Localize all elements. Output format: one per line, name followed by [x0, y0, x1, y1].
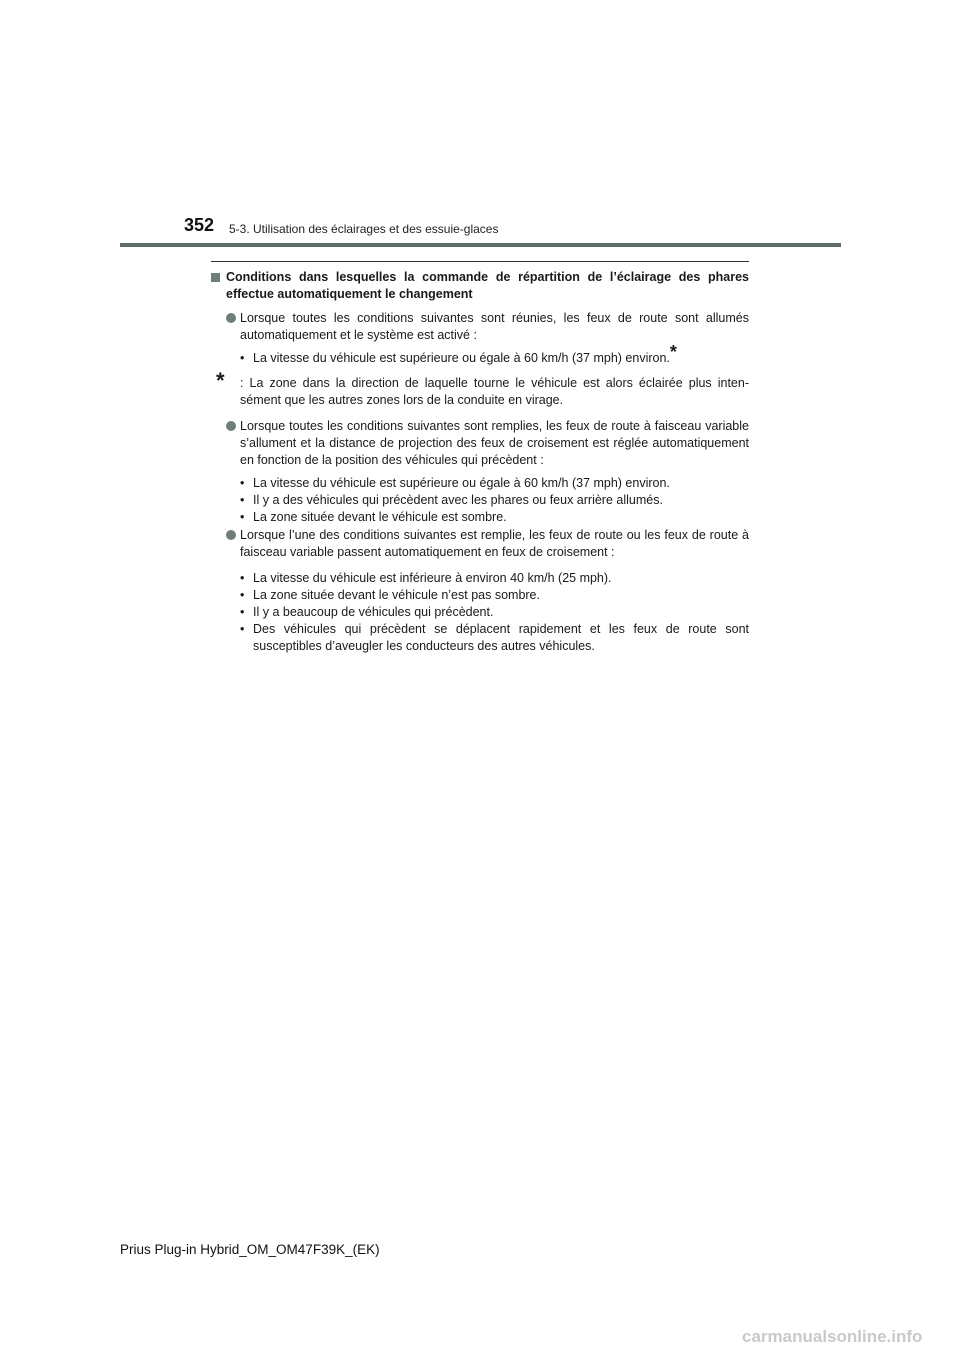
bullet-dot: •	[240, 571, 245, 585]
content-block	[211, 269, 749, 655]
condition-item	[211, 527, 749, 561]
condition-item-text: Lorsque l’une des conditions suivantes est remplie, les feux de route ou les feux de route à faisceau variable passent automatiquement en feux de croisement :	[240, 528, 749, 559]
condition-item-text: Lorsque toutes les conditions suivantes sont réunies, les feux de route sont allumés automatiquement et le système est activé :	[240, 311, 749, 342]
footnote-star-icon: *	[216, 368, 225, 393]
bullet-dot: •	[240, 588, 245, 602]
circle-bullet-icon	[226, 530, 236, 540]
bullet-dot: •	[240, 476, 245, 490]
list-item	[211, 492, 749, 509]
list-item	[211, 604, 749, 621]
list-item-text: La vitesse du véhicule est supérieure ou égale à 60 km/h (37 mph) environ.	[253, 351, 670, 365]
block-heading	[211, 269, 749, 303]
list-item	[211, 621, 749, 655]
header-rule	[120, 243, 841, 247]
footnote-text: : La zone dans la direction de laquelle tourne le véhicule est alors éclairée plus inten- sément que les autres zones lors de la conduite en virage.	[240, 376, 749, 407]
list-item-text: La vitesse du véhicule est inférieure à environ 40 km/h (25 mph).	[253, 571, 612, 585]
condition-list	[211, 342, 749, 367]
circle-bullet-icon	[226, 421, 236, 431]
square-bullet-icon	[211, 273, 220, 282]
bullet-dot: •	[240, 622, 245, 636]
page-number: 352	[184, 215, 215, 235]
section-divider	[211, 261, 749, 262]
list-item	[211, 342, 749, 367]
list-item-text: Il y a beaucoup de véhicules qui précèdent.	[253, 605, 494, 619]
section-title: 5-3. Utilisation des éclairages et des essuie-glaces	[229, 222, 499, 236]
list-item	[211, 509, 749, 526]
list-item	[211, 475, 749, 492]
condition-list	[211, 475, 749, 526]
bullet-dot: •	[240, 510, 245, 524]
condition-item	[211, 310, 749, 344]
bullet-dot: •	[240, 605, 245, 619]
list-item-text: Il y a des véhicules qui précèdent avec les phares ou feux arrière allumés.	[253, 493, 663, 507]
condition-item	[211, 418, 749, 469]
circle-bullet-icon	[226, 313, 236, 323]
footnote-reference: *	[669, 342, 677, 362]
bullet-dot: •	[240, 351, 245, 365]
list-item-text: La vitesse du véhicule est supérieure ou égale à 60 km/h (37 mph) environ.	[253, 476, 670, 490]
footer-document-id: Prius Plug-in Hybrid_OM_OM47F39K_(EK)	[120, 1242, 380, 1257]
list-item	[211, 587, 749, 604]
list-item-text: La zone située devant le véhicule est sombre.	[253, 510, 507, 524]
block-heading-text: Conditions dans lesquelles la commande de répartition de l’éclairage des phares effectue automatiquement le changement	[226, 270, 749, 301]
list-item	[211, 570, 749, 587]
bullet-dot: •	[240, 493, 245, 507]
watermark: carmanualsonline.info	[742, 1327, 923, 1346]
list-item-text: La zone située devant le véhicule n’est pas sombre.	[253, 588, 540, 602]
condition-item-text: Lorsque toutes les conditions suivantes sont remplies, les feux de route à faisceau variable s’allument et la distance de projection des feux de croisement est réglée automatiquement en fonction de la position des véhicules qui précèdent :	[240, 419, 749, 467]
list-item-text: Des véhicules qui précèdent se déplacent rapidement et les feux de route sont susceptibles d’aveugler les conducteurs des autres véhicules.	[253, 622, 749, 653]
condition-list	[211, 570, 749, 655]
footnote	[211, 368, 749, 409]
